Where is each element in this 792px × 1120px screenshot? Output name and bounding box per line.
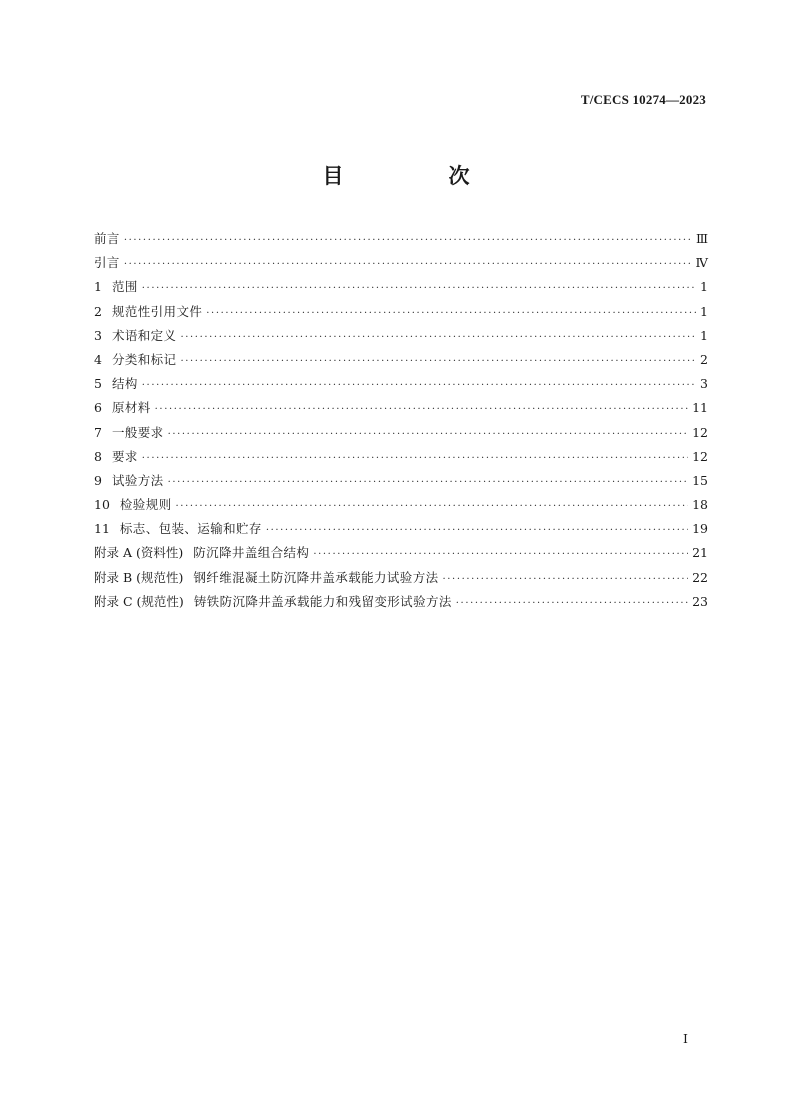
toc-entry-number: 附录 B (规范性) (94, 569, 184, 585)
toc-entry-number: 4 (94, 351, 102, 367)
toc-entry[interactable] (94, 251, 708, 275)
toc-entry[interactable] (94, 517, 708, 541)
toc-entry-label: 防沉降井盖组合结构 (193, 545, 310, 561)
toc-entry-label: 引言 (94, 255, 120, 271)
toc-entry-page: Ⅳ (695, 255, 708, 271)
toc-entry-number: 附录 A (资料性) (94, 545, 184, 561)
toc-entry[interactable] (94, 324, 708, 348)
toc-leader-dots (124, 229, 692, 253)
toc-entry-label: 标志、包装、运输和贮存 (119, 521, 262, 537)
toc-entry-page: 22 (692, 569, 708, 585)
toc-entry-number: 1 (94, 279, 102, 295)
toc-entry-page: Ⅲ (695, 231, 708, 246)
toc-entry-label: 一般要求 (111, 424, 164, 440)
toc-entry-number: 6 (94, 400, 102, 416)
toc-leader-dots (124, 253, 692, 277)
toc-entry-page: 21 (692, 545, 708, 561)
toc-entry-number: 9 (94, 472, 102, 488)
toc-leader-dots (443, 568, 689, 592)
toc-leader-dots (142, 374, 696, 398)
toc-entry-number: 10 (94, 497, 110, 513)
toc-entry[interactable] (94, 275, 708, 299)
table-of-contents (94, 227, 708, 614)
toc-leader-dots (266, 519, 688, 543)
toc-entry-label: 试验方法 (111, 472, 164, 488)
toc-entry[interactable] (94, 396, 708, 420)
toc-entry[interactable] (94, 300, 708, 324)
toc-leader-dots (206, 302, 696, 326)
toc-entry-label: 术语和定义 (111, 327, 177, 343)
standard-code: T/CECS 10274—2023 (580, 92, 706, 107)
toc-entry[interactable] (94, 421, 708, 445)
toc-entry-number: 7 (94, 424, 102, 440)
toc-entry-page: 1 (700, 303, 708, 319)
toc-entry-number: 8 (94, 448, 102, 464)
toc-entry-page: 11 (692, 400, 708, 416)
toc-entry-label: 结构 (111, 376, 138, 392)
toc-entry[interactable] (94, 445, 708, 469)
toc-entry-number: 2 (94, 303, 102, 319)
toc-entry-label: 要求 (111, 448, 138, 464)
toc-entry-number: 3 (94, 327, 102, 343)
toc-leader-dots (313, 543, 688, 567)
toc-entry-label: 范围 (111, 279, 138, 295)
toc-entry-page: 23 (692, 593, 708, 609)
toc-entry-page: 15 (692, 472, 708, 488)
toc-leader-dots (142, 277, 696, 301)
toc-entry-number: 附录 C (规范性) (94, 593, 184, 609)
toc-entry-label: 检验规则 (119, 497, 172, 513)
toc-entry-label: 分类和标记 (111, 351, 177, 367)
toc-entry-page: 3 (700, 376, 708, 392)
toc-entry-appendix[interactable] (94, 541, 708, 565)
toc-title: 目 次 (322, 164, 512, 188)
toc-leader-dots (456, 592, 688, 616)
toc-entry[interactable] (94, 227, 708, 251)
toc-leader-dots (176, 495, 689, 519)
toc-entry-page: 12 (692, 448, 708, 464)
toc-entry-page: 19 (692, 521, 708, 537)
toc-entry-number: 5 (94, 376, 102, 392)
toc-entry-page: 18 (692, 497, 708, 513)
toc-entry-page: 1 (700, 327, 708, 343)
toc-leader-dots (180, 350, 696, 374)
toc-entry-label: 规范性引用文件 (111, 303, 203, 319)
toc-entry-page: 1 (700, 279, 708, 295)
toc-leader-dots (168, 423, 689, 447)
toc-entry-number: 11 (94, 521, 110, 537)
toc-entry-label: 铸铁防沉降井盖承载能力和残留变形试验方法 (193, 593, 452, 609)
toc-leader-dots (142, 447, 688, 471)
toc-entry[interactable] (94, 348, 708, 372)
toc-entry[interactable] (94, 493, 708, 517)
toc-entry-label: 原材料 (111, 400, 151, 416)
toc-entry[interactable] (94, 469, 708, 493)
toc-entry[interactable] (94, 372, 708, 396)
toc-entry-appendix[interactable] (94, 590, 708, 614)
toc-leader-dots (168, 471, 689, 495)
toc-entry-label: 前言 (94, 231, 120, 246)
toc-entry-label: 钢纤维混凝土防沉降井盖承载能力试验方法 (193, 569, 439, 585)
toc-entry-appendix[interactable] (94, 566, 708, 590)
toc-leader-dots (155, 398, 688, 422)
toc-entry-page: 12 (692, 424, 708, 440)
toc-leader-dots (180, 326, 696, 350)
page-number: I (683, 1031, 688, 1046)
toc-entry-page: 2 (700, 351, 708, 367)
